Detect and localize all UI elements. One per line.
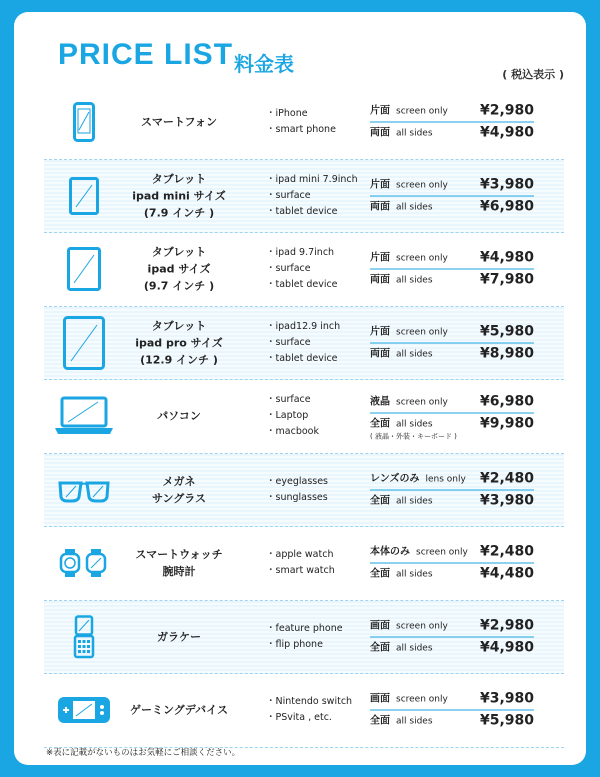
price-value: ¥2,980 <box>479 617 534 634</box>
device-examples: ・ apple watch ・ smart watch <box>266 547 335 579</box>
coverage-label-en: all sides <box>396 419 433 430</box>
coverage-label: 両面 <box>370 274 390 286</box>
price-options <box>370 392 534 441</box>
price-row <box>44 527 564 601</box>
price-value: ¥3,980 <box>479 492 534 509</box>
price-value: ¥5,980 <box>479 323 534 340</box>
device-name: ガラケー <box>157 630 201 644</box>
price-row <box>44 380 564 454</box>
price-option <box>370 343 534 364</box>
price-option <box>370 564 534 585</box>
coverage-label: 両面 <box>370 127 390 139</box>
device-examples: ・ Nintendo switch ・ PSvita , etc. <box>266 694 352 726</box>
price-value: ¥3,980 <box>479 690 534 707</box>
price-value: ¥3,980 <box>479 176 534 193</box>
coverage-label-en: all sides <box>396 569 433 580</box>
price-option <box>370 196 534 217</box>
price-value: ¥5,980 <box>479 712 534 729</box>
coverage-label: 画面 <box>370 693 390 705</box>
coverage-label-en: all sides <box>396 202 433 213</box>
coverage-label: 両面 <box>370 201 390 213</box>
coverage-label: 両面 <box>370 348 390 360</box>
coverage-label-en: screen only <box>396 327 448 338</box>
coverage-label: 片面 <box>370 252 390 264</box>
coverage-label: 全面 <box>370 568 390 580</box>
laptop-icon <box>54 396 114 436</box>
page-title-jp: 料金表 <box>234 52 294 76</box>
device-examples: ・ feature phone ・ flip phone <box>266 621 343 653</box>
price-option <box>370 392 534 414</box>
coverage-label-en: screen only <box>416 547 468 558</box>
coverage-label: 全面 <box>370 418 390 430</box>
price-options <box>370 321 534 364</box>
tablet-icon <box>67 247 101 291</box>
coverage-label: 片面 <box>370 326 390 338</box>
price-row <box>44 601 564 675</box>
coverage-label-en: all sides <box>396 496 433 507</box>
coverage-label-en: all sides <box>396 275 433 286</box>
coverage-label-en: screen only <box>396 180 448 191</box>
price-option <box>370 490 534 511</box>
coverage-label: 全面 <box>370 642 390 654</box>
coverage-label: 全面 <box>370 715 390 727</box>
price-options <box>370 468 534 511</box>
coverage-label-en: all sides <box>396 349 433 360</box>
price-options <box>370 174 534 217</box>
coverage-label-en: lens only <box>425 474 466 485</box>
watch-icon <box>59 548 109 578</box>
coverage-label: 全面 <box>370 495 390 507</box>
price-option <box>370 414 534 435</box>
coverage-label: 液晶 <box>370 396 390 408</box>
price-options <box>370 615 534 658</box>
tablet-mini-icon <box>69 177 99 215</box>
coverage-label-en: all sides <box>396 128 433 139</box>
device-name: パソコン <box>157 409 201 423</box>
price-option <box>370 637 534 658</box>
device-name: ゲーミングデバイス <box>129 703 228 717</box>
game-console-icon <box>57 696 111 724</box>
coverage-label: レンズのみ <box>370 473 420 485</box>
price-value: ¥6,980 <box>479 393 534 410</box>
coverage-label-en: screen only <box>396 106 448 117</box>
price-value: ¥2,480 <box>479 543 534 560</box>
coverage-label-en: all sides <box>396 716 433 727</box>
price-option <box>370 542 534 564</box>
price-table <box>44 86 564 748</box>
price-value: ¥7,980 <box>479 271 534 288</box>
coverage-label: 片面 <box>370 105 390 117</box>
price-value: ¥9,980 <box>479 415 534 432</box>
price-option <box>370 711 534 732</box>
price-value: ¥6,980 <box>479 198 534 215</box>
device-examples: ・ eyeglasses ・ sunglasses <box>266 474 328 506</box>
price-options <box>370 689 534 732</box>
device-name: スマートフォン <box>141 115 217 129</box>
device-examples: ・ ipad mini 7.9inch ・ surface ・ tablet device <box>266 172 358 220</box>
flip-phone-icon <box>73 615 95 659</box>
price-card <box>14 12 586 765</box>
price-option <box>370 615 534 637</box>
price-row <box>44 674 564 748</box>
price-options <box>370 248 534 291</box>
device-name: タブレット ipad mini サイズ (7.9 インチ ) <box>132 172 226 220</box>
price-row <box>44 160 564 234</box>
coverage-label-en: screen only <box>396 621 448 632</box>
device-name: タブレット ipad pro サイズ (12.9 インチ ) <box>135 319 223 367</box>
coverage-note: ( 液晶・外装・キーボード ) <box>370 432 457 441</box>
price-value: ¥2,980 <box>479 102 534 119</box>
price-value: ¥4,480 <box>479 565 534 582</box>
coverage-label-en: screen only <box>396 397 448 408</box>
device-examples: ・ ipad 9.7inch ・ surface ・ tablet device <box>266 245 338 293</box>
device-name: タブレット ipad サイズ (9.7 インチ ) <box>143 245 215 293</box>
page-title: PRICE LIST <box>58 38 234 71</box>
coverage-label-en: screen only <box>396 253 448 264</box>
price-option <box>370 468 534 490</box>
device-examples: ・ ipad12.9 inch ・ surface ・ tablet device <box>266 319 340 367</box>
price-option <box>370 689 534 711</box>
footer-note: ※表に記載がないものはお気軽にご相談ください。 <box>46 748 241 758</box>
tablet-pro-icon <box>63 316 105 370</box>
price-row <box>44 86 564 160</box>
price-row <box>44 454 564 528</box>
device-examples: ・ iPhone ・ smart phone <box>266 106 336 138</box>
coverage-label-en: all sides <box>396 643 433 654</box>
device-name: スマートウォッチ 腕時計 <box>135 548 223 579</box>
price-row <box>44 233 564 307</box>
price-option <box>370 101 534 123</box>
tax-note: ( 税込表示 ) <box>502 68 564 81</box>
glasses-icon <box>58 477 110 503</box>
coverage-label: 画面 <box>370 620 390 632</box>
price-row <box>44 307 564 381</box>
price-option <box>370 270 534 291</box>
price-option <box>370 123 534 144</box>
price-options <box>370 101 534 144</box>
price-option <box>370 321 534 343</box>
price-value: ¥8,980 <box>479 345 534 362</box>
price-options <box>370 542 534 585</box>
device-name: メガネ サングラス <box>152 474 206 505</box>
coverage-label: 片面 <box>370 179 390 191</box>
price-value: ¥4,980 <box>479 639 534 656</box>
price-option <box>370 174 534 196</box>
price-option <box>370 248 534 270</box>
coverage-label: 本体のみ <box>370 546 410 558</box>
coverage-label-en: screen only <box>396 694 448 705</box>
price-value: ¥4,980 <box>479 124 534 141</box>
device-examples: ・ surface ・ Laptop ・ macbook <box>266 392 319 440</box>
smartphone-icon <box>73 102 95 142</box>
price-value: ¥4,980 <box>479 249 534 266</box>
price-value: ¥2,480 <box>479 470 534 487</box>
